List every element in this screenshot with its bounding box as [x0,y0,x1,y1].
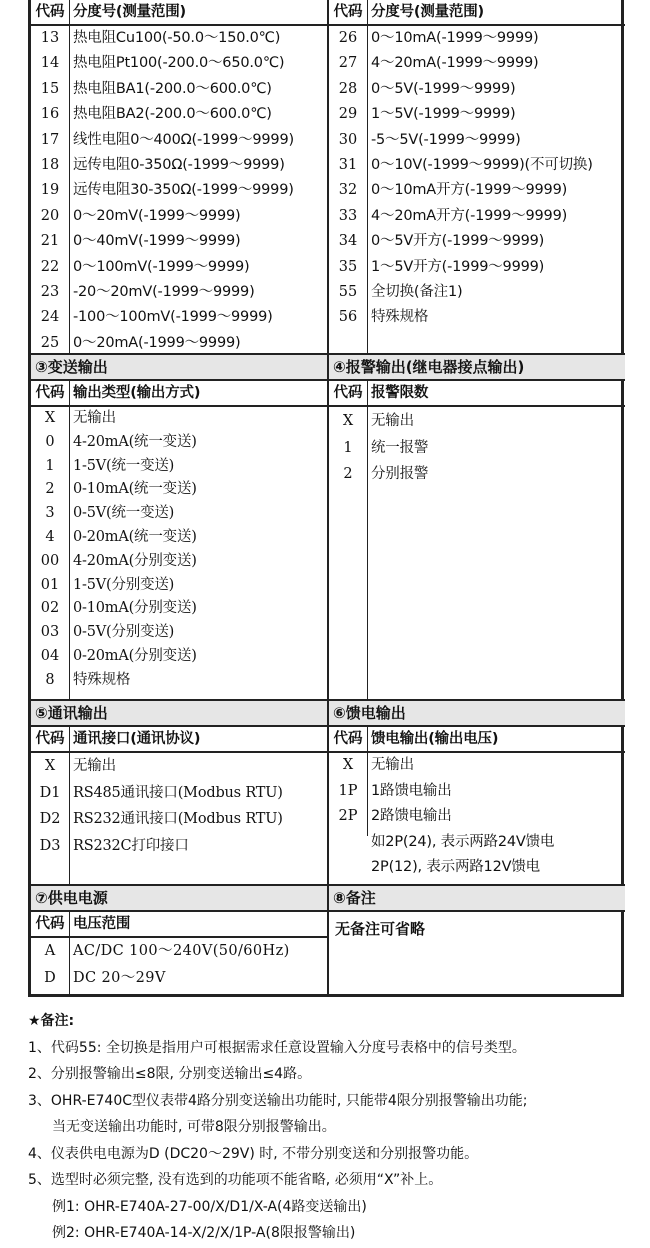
table-row [31,77,327,102]
row-description: 全切换(备注1) [371,283,463,300]
table-row [329,305,625,330]
row-code: 21 [40,233,60,250]
row-code: 03 [40,624,60,641]
table-row [31,178,327,203]
table-row [31,550,327,574]
table-row [329,255,625,280]
row-description: 1-5V(分别变送) [73,576,175,593]
row-code: 31 [338,156,358,173]
row-description: 4～20mA(-1999～9999) [371,55,539,72]
row-description: 0-5V(分别变送) [73,624,175,641]
table-header [329,727,625,753]
row-code: 0 [45,433,55,450]
row-description: 远传电阻0-350Ω(-1999～9999) [73,156,285,173]
row-description: 4-20mA(统一变送) [73,433,197,450]
code-header: 代码 [333,385,363,401]
row-description: 无输出 [73,410,116,426]
row-description: 2P(12), 表示两路12V馈电 [371,859,540,875]
table-row [31,806,327,833]
row-description: RS232通讯接口(Modbus RTU) [73,811,283,827]
row-description: 分别报警 [371,466,429,482]
row-code: 22 [40,258,60,275]
row-description: 0～5V(-1999～9999) [371,80,516,97]
row-code: 00 [40,552,60,569]
row-code: 02 [40,600,60,617]
row-code: D1 [39,784,61,801]
row-code: 34 [338,233,358,250]
table-row [31,574,327,598]
table-row [31,51,327,76]
table-header [31,381,327,407]
table-row [31,502,327,526]
table-row [329,408,625,435]
row-description: 1-5V(统一变送) [73,457,175,474]
row-code: 24 [40,309,60,326]
row-code: 27 [338,55,358,72]
row-code: 20 [40,207,60,224]
row-description: 热电阻Pt100(-200.0～650.0℃) [73,55,285,72]
row-description: 4～20mA开方(-1999～9999) [371,207,568,224]
row-code: 18 [40,156,60,173]
section-power-supply [31,886,327,994]
row-description: 统一报警 [371,439,429,456]
row-description: 0～5V开方(-1999～9999) [371,233,545,250]
row-description: 线性电阻0～400Ω(-1999～9999) [73,131,294,148]
code-header: 代码 [333,731,363,747]
sensor-type-left-table [31,0,327,355]
table-row [31,407,327,431]
desc-header: 报警限数 [371,385,429,401]
table-row [329,178,625,203]
row-code: 1 [343,439,353,456]
note-example: 例1: OHR-E740A-27-00/X/D1/X-A(4路变送输出) [52,1198,367,1215]
note-item: 4、仪表供电电源为D (DC20～29V) 时, 不带分别变送和分别报警功能。 [28,1145,479,1162]
row-description: 0～10mA开方(-1999～9999) [371,182,568,199]
row-description: 0-10mA(统一变送) [73,481,197,498]
row-description: -100～100mV(-1999～9999) [73,309,273,326]
row-description: -20～20mV(-1999～9999) [73,283,255,300]
desc-header: 分度号(测量范围) [73,4,186,20]
note-item: 当无变送输出功能时, 可带8限分别报警输出。 [52,1119,336,1135]
row-description: 无输出 [371,757,414,773]
row-description: -5～5V(-1999～9999) [371,131,521,148]
row-code: 28 [338,80,358,97]
row-code: 13 [40,30,60,46]
table-row [31,455,327,479]
table-row [31,621,327,645]
section-communication [31,701,327,886]
table-row [329,830,625,856]
left-column [31,0,327,994]
sensor-type-left [31,0,327,355]
table-row [329,779,625,805]
table-row [329,128,625,153]
row-description: 0-20mA(分别变送) [73,647,197,664]
row-code: 2 [343,466,353,482]
row-code: 3 [45,505,55,522]
table-row [31,128,327,153]
row-code: 33 [338,207,358,224]
table-row [31,669,327,693]
table-row [31,478,327,502]
row-description: 0～40mV(-1999～9999) [73,233,241,250]
row-description: 特殊规格 [371,309,429,326]
section-title: ⑥馈电输出 [329,701,625,727]
table-header [329,381,625,407]
table-row [31,597,327,621]
table-row [31,645,327,669]
row-code: 30 [338,131,358,148]
table-row [329,204,625,229]
row-description: 1路馈电输出 [371,782,452,799]
table-row [31,753,327,780]
section-feed-output [329,701,625,886]
code-header: 代码 [35,385,65,401]
row-description: 远传电阻30-350Ω(-1999～9999) [73,182,294,199]
row-code: 2P [338,808,358,824]
right-column [327,0,625,994]
table-row [329,26,625,51]
row-description: 0～20mV(-1999～9999) [73,207,241,224]
section-alarm-output [329,355,625,701]
row-description: AC/DC 100～240V(50/60Hz) [73,943,290,959]
notes-section [28,1008,628,1247]
desc-header: 通讯接口(通讯协议) [73,731,201,747]
row-code: 1P [338,782,358,799]
table-row [31,833,327,860]
row-code: X [44,758,56,774]
code-header: 代码 [35,916,65,932]
table-header [31,0,327,26]
row-code: D2 [39,811,61,827]
row-description: 特殊规格 [73,671,131,688]
row-code: X [342,413,354,429]
selection-table [28,0,624,997]
table-row [31,780,327,807]
table-header [31,912,327,938]
row-description: 0-10mA(分别变送) [73,600,197,617]
row-description: RS232C打印接口 [73,837,189,854]
section-title: ⑦供电电源 [31,886,327,912]
row-description: 0-5V(统一变送) [73,505,175,522]
row-code [329,855,367,881]
row-code: 04 [40,647,60,664]
row-code: 14 [40,55,60,72]
row-description: 如2P(24), 表示两路24V馈电 [371,833,555,850]
row-description: 0-20mA(统一变送) [73,528,197,545]
table-row [31,305,327,330]
desc-header: 馈电输出(输出电压) [371,731,499,747]
section-remarks [329,886,625,994]
section-title: ⑤通讯输出 [31,701,327,727]
desc-header: 分度号(测量范围) [371,4,484,20]
note-item: 2、分别报警输出≤8限, 分别变送输出≤4路。 [28,1066,312,1082]
row-description: 热电阻BA1(-200.0～600.0℃) [73,80,272,97]
note-item: 1、代码55: 全切换是指用户可根据需求任意设置输入分度号表格中的信号类型。 [28,1039,526,1056]
row-code: D [44,970,56,986]
table-row [329,51,625,76]
table-row [31,938,327,965]
table-row [31,431,327,455]
desc-header: 电压范围 [73,916,131,932]
row-code: X [342,757,354,773]
row-code: 1 [45,457,55,474]
row-code: 4 [45,528,55,545]
row-code: 15 [40,80,60,97]
section-title: ⑧备注 [329,886,625,912]
sensor-type-right [329,0,625,355]
row-description: 无输出 [73,758,116,774]
row-code: 19 [40,182,60,199]
desc-header: 输出类型(输出方式) [73,385,201,401]
row-description: 1～5V开方(-1999～9999) [371,258,545,275]
table-row [329,753,625,779]
table-header [329,0,625,26]
row-description: 2路馈电输出 [371,808,452,824]
section-title: ③变送输出 [31,355,327,381]
table-row [31,526,327,550]
row-code: 29 [338,106,358,123]
row-code: 35 [338,258,358,275]
row-code: 16 [40,106,60,123]
row-code: 32 [338,182,358,199]
notes-title: ★备注: [28,1013,75,1029]
table-row [31,255,327,280]
row-description: 1～5V(-1999～9999) [371,106,516,123]
row-code: X [44,410,56,426]
code-header: 代码 [35,4,65,20]
section-title: ④报警输出(继电器接点输出) [329,355,625,381]
row-code: D3 [39,837,61,854]
row-code [329,830,367,856]
row-description: 0～100mV(-1999～9999) [73,258,250,275]
table-row [31,153,327,178]
row-description: 热电阻BA2(-200.0～600.0℃) [73,106,272,123]
table-row [329,804,625,830]
table-row [31,965,327,992]
row-code: 2 [45,481,55,498]
row-code: A [44,943,56,959]
row-code: 23 [40,283,60,300]
row-code: 8 [45,671,55,688]
table-row [329,280,625,305]
table-row [329,153,625,178]
row-description: RS485通讯接口(Modbus RTU) [73,784,283,801]
row-description: 无输出 [371,413,414,429]
table-row [31,229,327,254]
row-description: 0～10mA(-1999～9999) [371,30,539,46]
table-header [31,727,327,753]
table-row [31,26,327,51]
code-header: 代码 [333,4,363,20]
row-code: 56 [338,309,358,326]
table-row [329,77,625,102]
table-row [329,229,625,254]
table-row [31,204,327,229]
table-row [329,435,625,462]
table-row [31,280,327,305]
row-code: 01 [40,576,60,593]
row-code: 26 [338,30,358,46]
row-description: 4-20mA(分别变送) [73,552,197,569]
row-description: 0～20mA(-1999～9999) [73,334,241,351]
table-row [31,102,327,127]
section-analog-output [31,355,327,701]
note-item: 3、OHR-E740C型仪表带4路分别变送输出功能时, 只能带4限分别报警输出功能; [28,1092,528,1109]
note-item: 5、选型时必须完整, 没有选到的功能项不能省略, 必须用“X”补上。 [28,1172,443,1188]
row-description: DC 20～29V [73,970,166,986]
code-header: 代码 [35,731,65,747]
table-row [329,461,625,488]
table-row [329,855,625,881]
remarks-text: 无备注可省略 [335,920,426,938]
row-description: 0～10V(-1999～9999)(不可切换) [371,156,593,173]
row-description: 热电阻Cu100(-50.0～150.0℃) [73,30,281,46]
row-code: 25 [40,334,60,351]
row-code: 17 [40,131,60,148]
table-row [31,331,327,355]
row-code: 55 [338,283,358,300]
table-row [329,102,625,127]
note-example: 例2: OHR-E740A-14-X/2/X/1P-A(8限报警输出) [52,1225,356,1241]
